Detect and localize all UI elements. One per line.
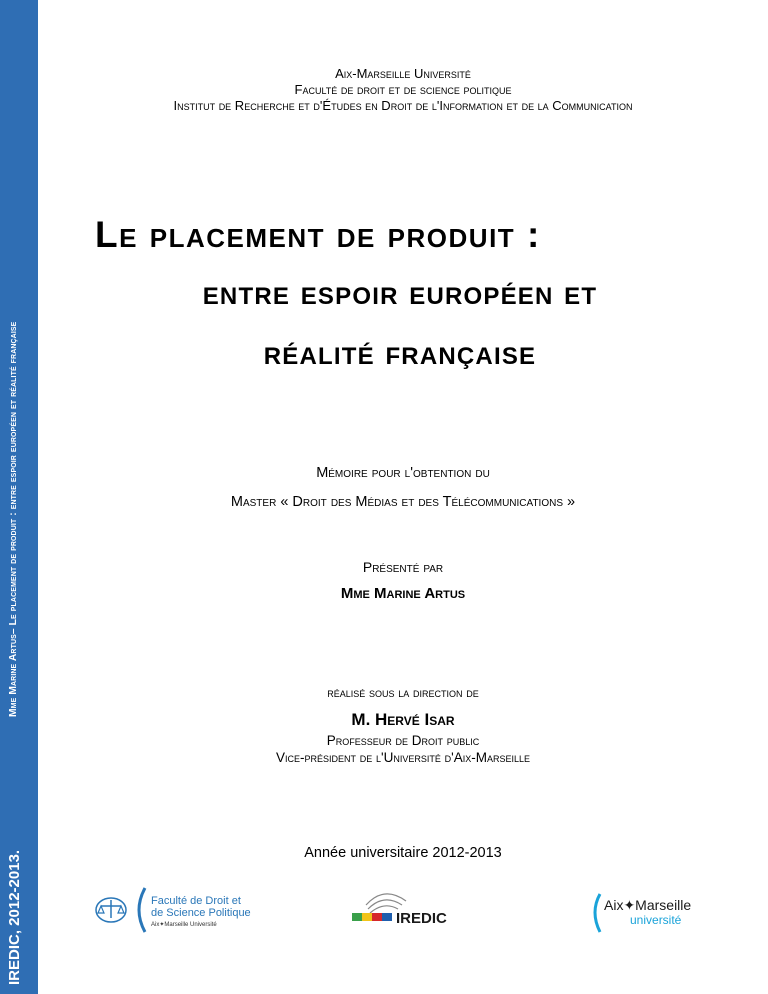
- amu-line1: Aix✦Marseille: [604, 897, 692, 913]
- faculty-logo-line3: Aix✦Marseille Université: [151, 922, 217, 928]
- thesis-degree: Master « Droit des Médias et des Télécommunications »: [230, 494, 576, 510]
- vertical-footer: IREDIC, 2012-2013.: [6, 849, 23, 985]
- title-line-2: entre espoir européen et: [202, 274, 598, 312]
- author-name: Mme Marine Artus: [340, 585, 466, 602]
- faculty-logo-line1: Faculté de Droit et: [151, 895, 241, 907]
- scales-icon: [96, 898, 126, 922]
- sidebar-band: [0, 0, 38, 994]
- institute-name: Institut de Recherche et d'Études en Droit de l'Information et de la Communication: [173, 98, 633, 113]
- supervisor-title-2: Vice-président de l'Université d'Aix-Marseille: [276, 750, 530, 765]
- iredic-text: IREDIC: [396, 910, 447, 927]
- faculty-logo-line2: de Science Politique: [151, 907, 251, 919]
- university-name: Aix-Marseille Université: [335, 66, 471, 81]
- faculty-logo: [93, 880, 258, 940]
- presented-by: Présenté par: [362, 559, 444, 575]
- faculty-name: Faculté de droit et de science politique: [294, 82, 512, 97]
- supervisor-title-1: Professeur de Droit public: [326, 733, 480, 748]
- supervisor-name: M. Hervé Isar: [351, 710, 455, 729]
- academic-year: Année universitaire 2012-2013: [304, 845, 502, 861]
- paren-icon: [139, 888, 145, 932]
- iredic-logo: [346, 883, 456, 939]
- directed-by: réalisé sous la direction de: [327, 685, 479, 700]
- amu-logo: [590, 888, 700, 938]
- title-line-3: réalité française: [263, 334, 537, 372]
- paren-icon: [595, 894, 600, 932]
- logos-row: [38, 880, 768, 950]
- amu-line2: université: [630, 913, 682, 927]
- vertical-title: Mme Marine Artus– Le placement de produit : entre espoir européen et réalité française: [8, 321, 19, 717]
- thesis-purpose: Mémoire pour l'obtention du: [316, 465, 490, 481]
- title-line-1: Le placement de produit :: [95, 214, 541, 255]
